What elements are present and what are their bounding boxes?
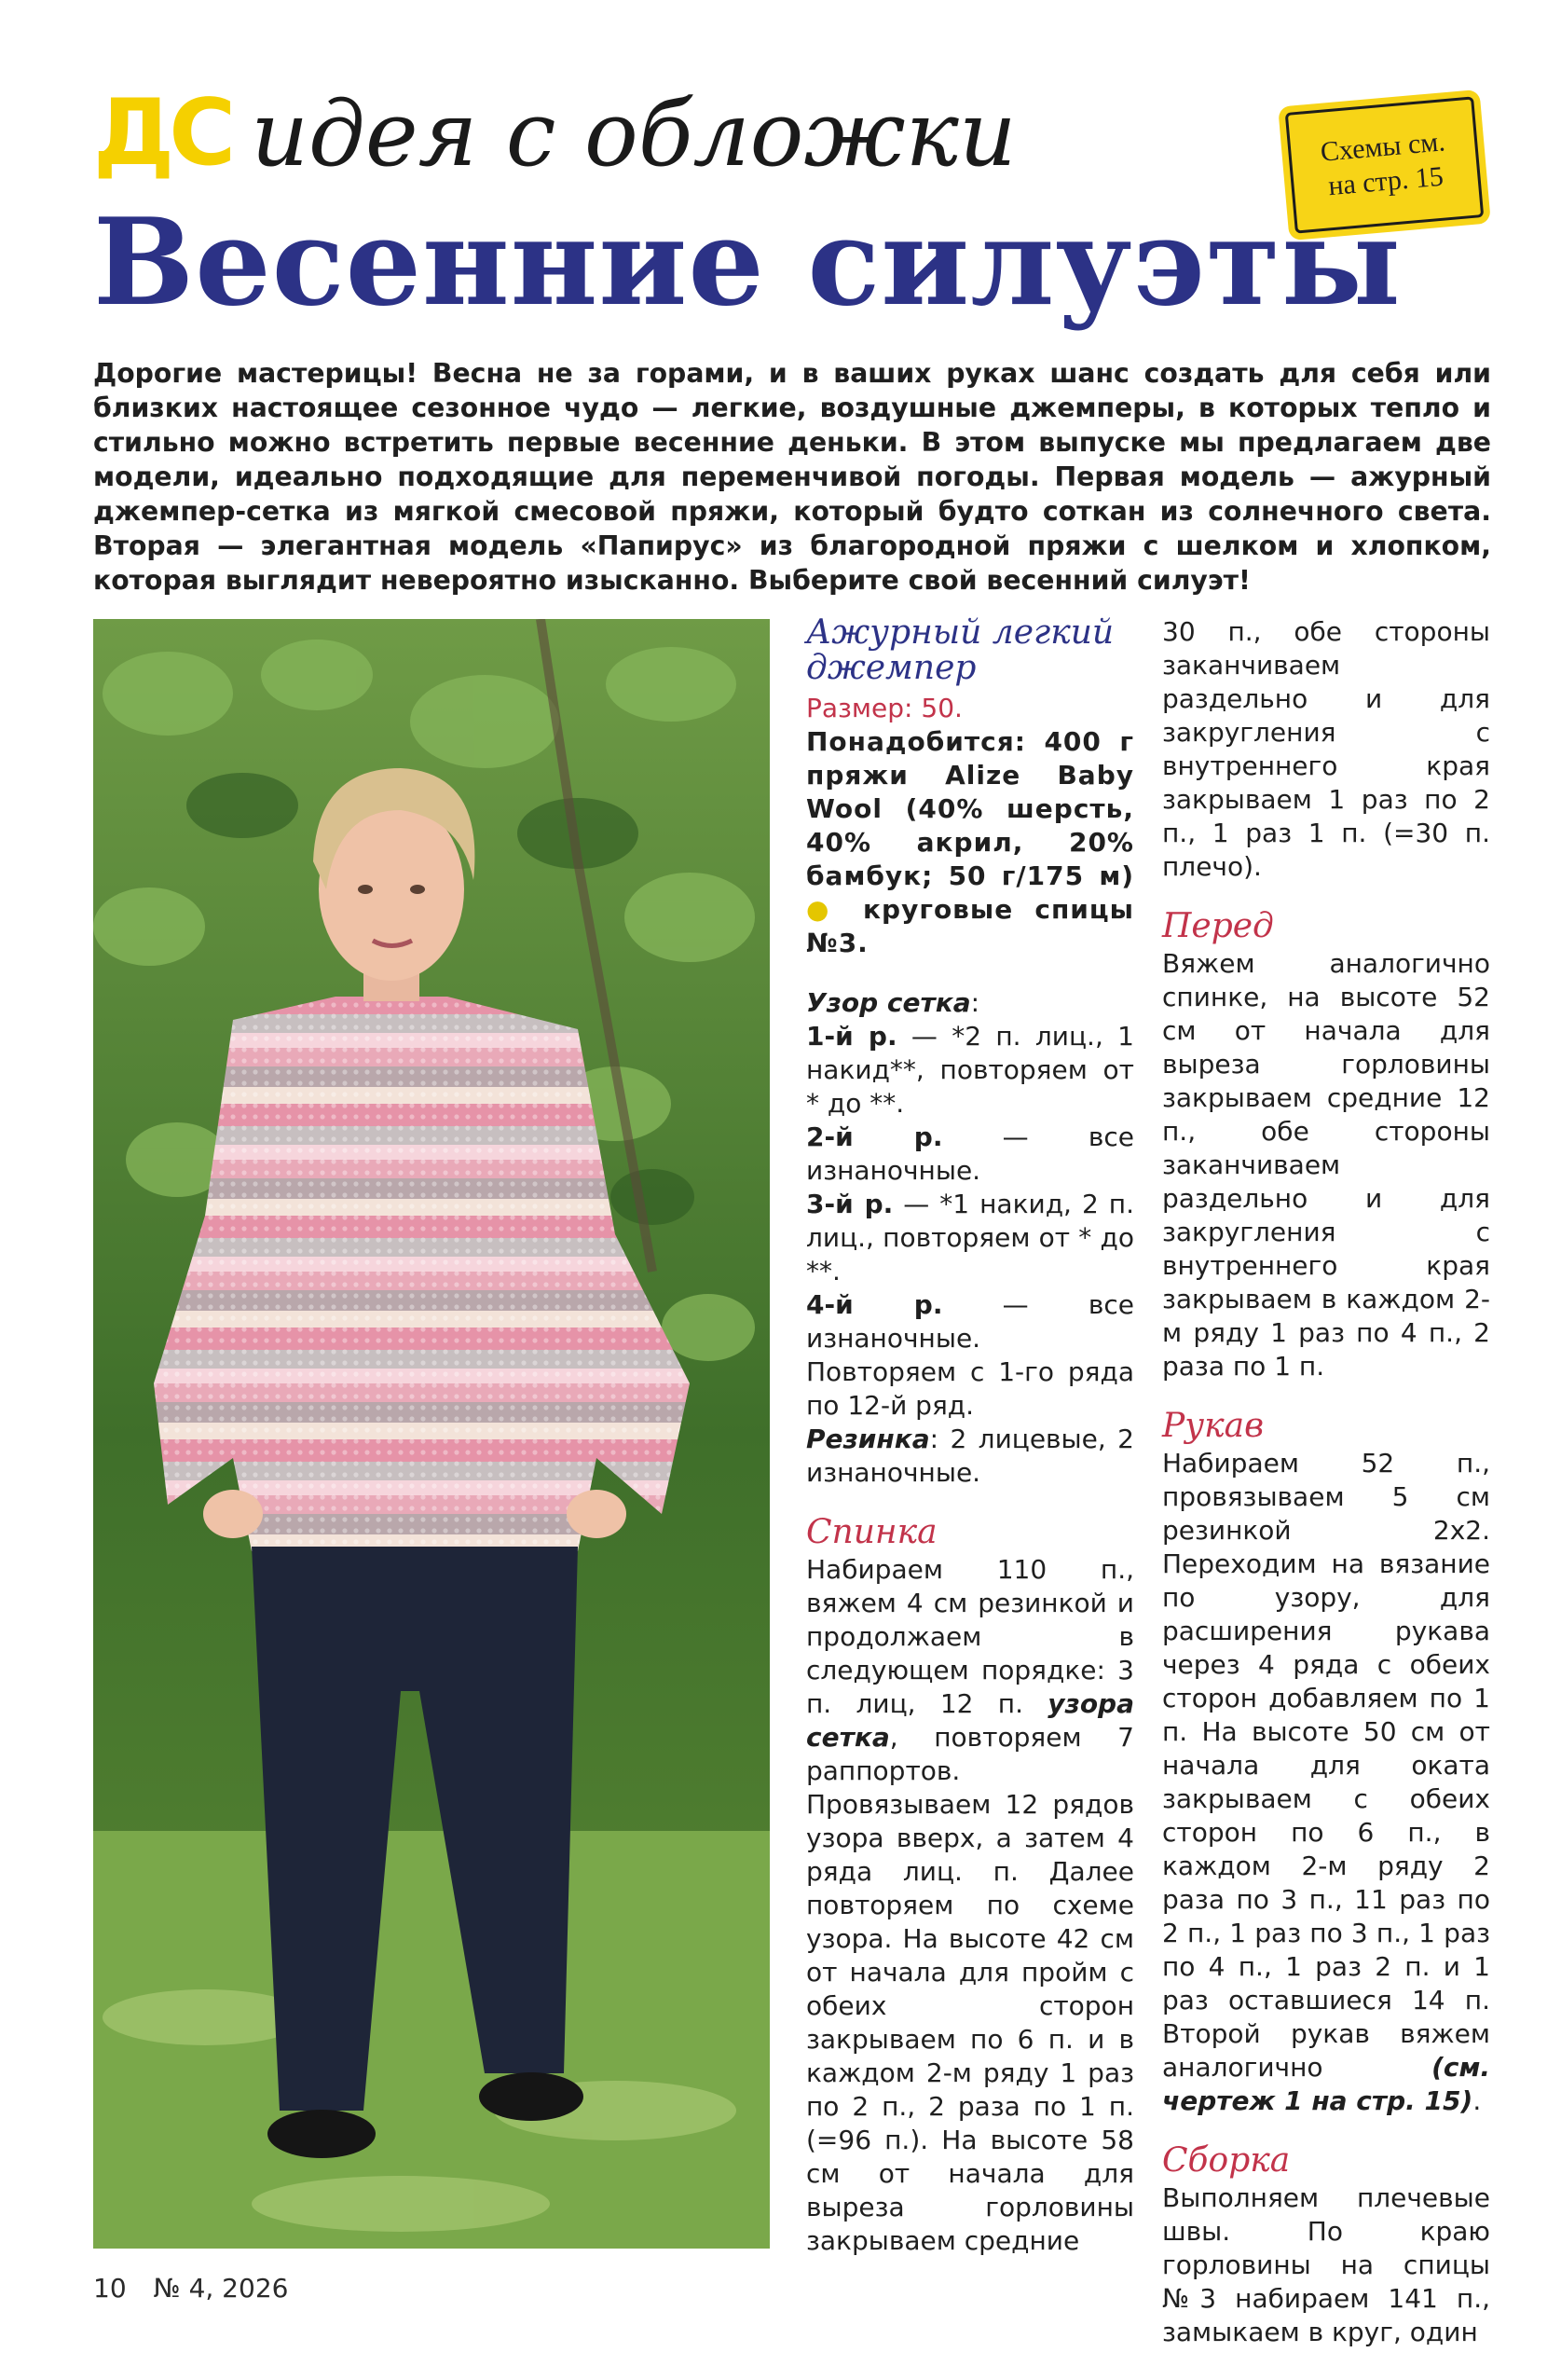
sticker-line-1: Схемы см.: [1319, 126, 1447, 169]
text-column-2: [1162, 615, 1490, 2349]
pattern-label: Узор сетка: [806, 987, 971, 1018]
section-heading-sleeve: Рукав: [1162, 1407, 1265, 1445]
row-3-text: — *1 накид, 2 п. лиц., повторяем от * до **.: [806, 1189, 1134, 1286]
pattern-row-1: [806, 1020, 1134, 1121]
back-text-a: Набираем 110 п., вяжем 4 см резинкой и продолжаем в следующем порядке: 3 п. лиц, 12 п.: [806, 1554, 1134, 1719]
pattern-block: [806, 986, 1134, 1020]
materials-label: Понадобится:: [806, 726, 1026, 757]
sleeve-text-ref: (см. чертеж 1 на стр. 15): [1162, 2052, 1490, 2116]
row-1-text: — *2 п. лиц., 1 накид**, повторяем от * до **.: [806, 1021, 1134, 1119]
pattern-row-4: [806, 1288, 1134, 1355]
back-text: [806, 1553, 1134, 2258]
article-intro: Дорогие мастерицы! Весна не за горами, и в ваших руках шанс создать для себя или близких настоящее сезонное чудо — легкие, воздушные джемперы, в которых тепло и стильно можно встретить первые весенние деньки. В этом выпуске мы предлагаем две модели, идеально подходящие для переменчивой погоды. Первая модель — ажурный джемпер-сетка из мягкой смесовой пряжи, который будто соткан из солнечного света. Вторая — элегантная модель «Папирус» из благородной пряжи с шелком и хлопком, которая выглядит невероятно изысканно. Выберите свой весенний силуэт!: [93, 358, 1491, 597]
sleeve-text: [1162, 1447, 1490, 2118]
row-4-label: 4-й р.: [806, 1289, 943, 1320]
front-text: Вяжем аналогично спинке, на высоте 52 см от начала для выреза горловины закрываем средние 12 п., обе стороны заканчиваем раздельно и для закругления с внутреннего края закрываем в каждом 2-м ряду 1 раз по 4 п., 2 раза по 1 п.: [1162, 948, 1490, 1382]
woman-in-pink-sweater-illustration: [93, 619, 770, 2249]
rib-block: [806, 1423, 1134, 1490]
row-3-label: 3-й р.: [806, 1189, 894, 1219]
section-heading-back: Спинка: [806, 1513, 938, 1551]
pattern-row-2: [806, 1121, 1134, 1188]
rib-label: Резинка: [806, 1424, 930, 1454]
pattern-colon: :: [970, 987, 980, 1018]
row-2-text: — все изнаночные.: [806, 1121, 1134, 1186]
section-heading-front: Перед: [1162, 907, 1274, 945]
row-2-label: 2-й р.: [806, 1121, 943, 1152]
page-footer: [93, 2273, 288, 2304]
rib-text: : 2 лицевые, 2 изнаночные.: [806, 1424, 1134, 1488]
article-title: Весенние силуэты: [93, 193, 1402, 333]
rubric-header: [93, 76, 1017, 186]
rubric-title: идея с обложки: [251, 82, 1017, 186]
materials-yarn: 400 г пряжи Alize Baby Wool (40% шерсть, 40% акрил, 20% бамбук; 50 г/175 м): [806, 726, 1135, 891]
pattern-row-3: [806, 1188, 1134, 1288]
row-1-label: 1-й р.: [806, 1021, 897, 1052]
materials-needles: круговые спицы №3.: [806, 894, 1135, 958]
model-title: Ажурный легкий джемпер: [806, 613, 1115, 687]
sleeve-text-end: .: [1472, 2085, 1482, 2116]
back-text-bold: узора сетка: [806, 1688, 1134, 1753]
section-heading-assembly: Сборка: [1162, 2141, 1291, 2180]
sticker-line-2: на стр. 15: [1326, 160, 1445, 202]
back-text-b: , повторяем 7 раппортов. Провязываем 12 рядов узора вверх, а затем 4 ряда лиц. п. Далее повторяем по схеме узора. На высоте 42 см от начала для пройм с обеих сторон закрываем по 6 п. и в каждом 2-м ряду 1 раз по 2 п., 2 раза по 1 п. (=96 п.). На высоте 58 см от начала для выреза горловины закрываем средние: [806, 1722, 1134, 2256]
text-column-1: [806, 615, 1134, 2258]
assembly-text: Выполняем плечевые швы. По краю горловины на спицы №3 набираем 141 п., замыкаем в круг, один: [1162, 2182, 1490, 2347]
page-number: 10: [93, 2273, 127, 2304]
magazine-logo: ДС: [93, 80, 231, 186]
issue-number: № 4, 2026: [153, 2273, 289, 2304]
row-4-text: — все изнаночные.: [806, 1289, 1134, 1354]
materials-block: [806, 725, 1134, 960]
bullet-icon: ●: [806, 894, 842, 925]
back-text-continued: 30 п., обе стороны заканчиваем раздельно и для закругления с внутреннего края закрываем 1 раз по 2 п., 1 раз 1 п. (=30 п. плечо).: [1162, 616, 1490, 882]
pattern-repeat: Повторяем с 1-го ряда по 12-й ряд.: [806, 1356, 1134, 1421]
model-photo: [93, 619, 770, 2249]
sleeve-text-main: Набираем 52 п., провязываем 5 см резинкой 2х2. Переходим на вязание по узору, для расширения рукава через 4 ряда с обеих сторон добавляем по 1 п. На высоте 50 см от начала для оката закрываем с обеих сторон по 6 п., в каждом 2-м ряду 2 раза по 3 п., 11 раз по 2 п., 1 раз по 3 п., 1 раз по 4 п., 1 раз 2 п. и 1 раз оставшиеся 14 п. Второй рукав вяжем аналогично: [1162, 1448, 1490, 2083]
model-size: Размер: 50.: [806, 693, 963, 723]
